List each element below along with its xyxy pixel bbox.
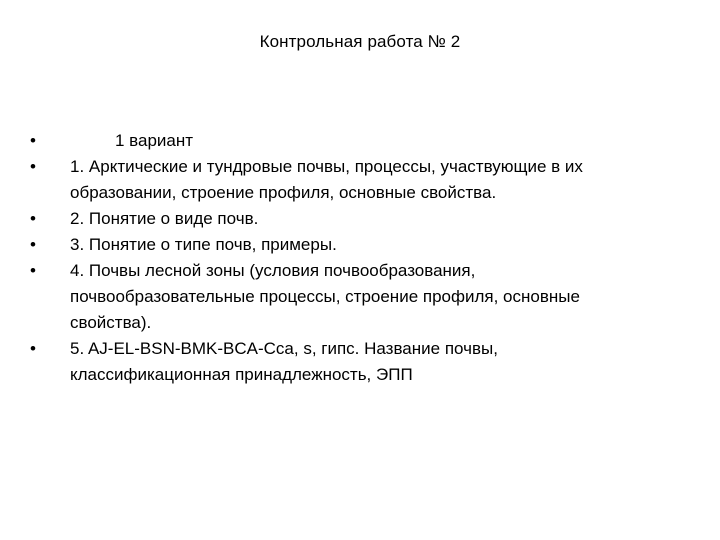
slide-title: Контрольная работа № 2 xyxy=(259,32,461,51)
list-item xyxy=(30,206,650,232)
question-4: 4. Почвы лесной зоны (условия почвообразования, почвообразовательные процессы, строение профиля, основные свойства). xyxy=(70,261,580,332)
question-1: 1. Арктические и тундровые почвы, процессы, участвующие в их образовании, строение профиля, основные свойства. xyxy=(70,157,583,202)
bullet-icon: • xyxy=(30,261,36,280)
question-3: 3. Понятие о типе почв, примеры. xyxy=(70,235,337,254)
list-item xyxy=(30,232,650,258)
bullet-icon: • xyxy=(30,339,36,358)
bullet-icon: • xyxy=(30,209,36,228)
question-5: 5. AJ-EL-BSN-BMK-BCA-Cca, s, гипс. Название почвы, классификационная принадлежность, ЭПП xyxy=(70,339,498,384)
bullet-list xyxy=(30,128,650,388)
list-item xyxy=(30,128,650,154)
bullet-icon: • xyxy=(30,131,36,150)
bullet-icon: • xyxy=(30,157,36,176)
variant-label: 1 вариант xyxy=(115,131,194,150)
question-2: 2. Понятие о виде почв. xyxy=(70,209,259,228)
list-item xyxy=(30,336,650,388)
bullet-icon: • xyxy=(30,235,36,254)
list-item xyxy=(30,154,650,206)
list-item xyxy=(30,258,650,336)
